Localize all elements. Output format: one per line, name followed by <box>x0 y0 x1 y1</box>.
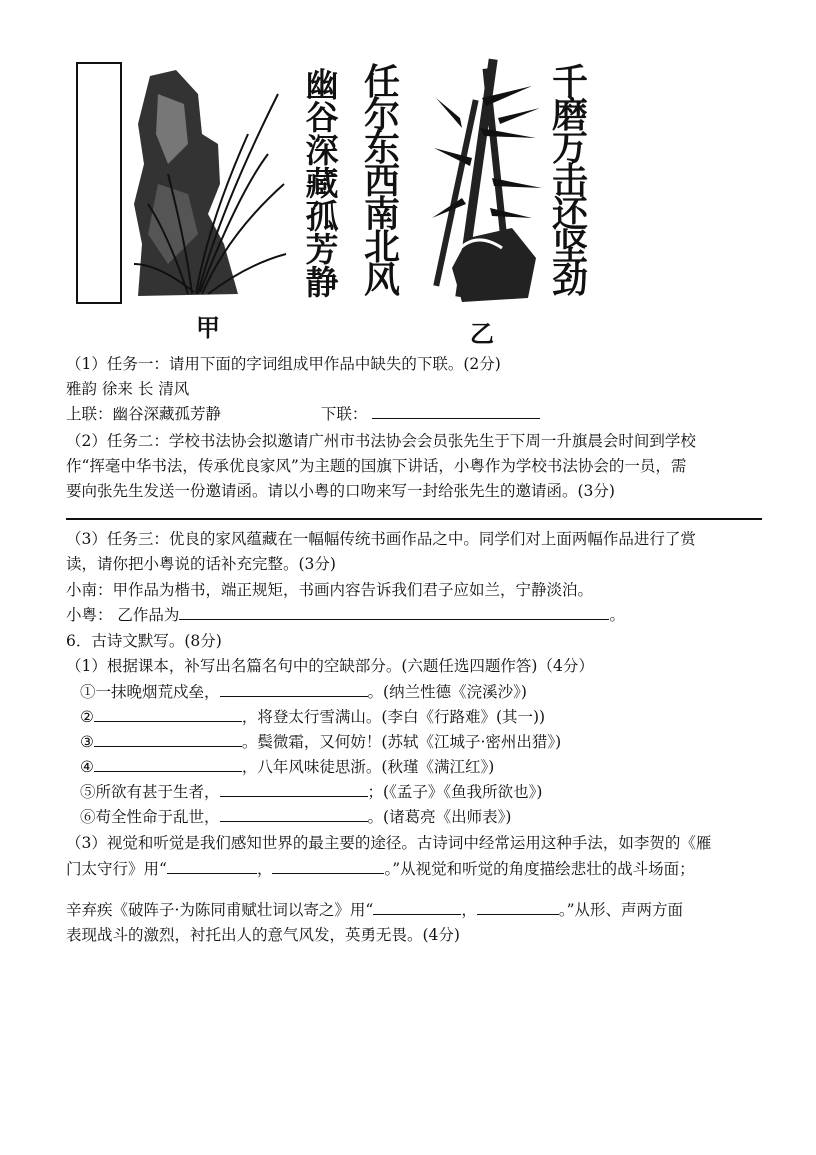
q6-item-2: ② ，将登太行雪满山。(李白《行路难》(其一)) <box>80 708 546 726</box>
bamboo-rock-painting <box>432 58 544 304</box>
q6-item-5-blank[interactable] <box>220 782 368 797</box>
yanmen-blank-2[interactable] <box>272 859 384 874</box>
q6-item-1-blank[interactable] <box>220 682 368 697</box>
q6-item-3: ③ 。鬓微霜，又何妨！(苏轼《江城子·密州出猎》) <box>80 733 562 751</box>
lower-couplet-label: 下联： <box>320 405 368 423</box>
upper-couplet-label: 上联：幽谷深藏孤芳静 <box>66 405 222 423</box>
pozhenzi-blank-2[interactable] <box>477 900 559 915</box>
q6-item-3-blank[interactable] <box>94 732 242 747</box>
q6-item-4: ④ ，八年风味徒思浙。(秋瑾《满江红》) <box>80 758 495 776</box>
task3-prompt-line1: （3）任务三：优良的家风蕴藏在一幅幅传统书画作品之中。同学们对上面两幅作品进行了赏 <box>66 530 696 548</box>
task3-prompt-line2: 读，请你把小粤说的话补充完整。(3分) <box>66 555 336 573</box>
orchid-rock-painting <box>128 64 288 300</box>
task2-prompt-line2: 作“挥毫中华书法，传承优良家风”为主题的国旗下讲话，小粤作为学校书法协会的一员，需 <box>66 457 687 475</box>
q6-item-4-blank[interactable] <box>94 757 242 772</box>
xiaoyue-answer-blank[interactable] <box>179 605 609 620</box>
q6-item-5: ⑤所欲有甚于生者， ；(《孟子》《鱼我所欲也》) <box>80 783 543 801</box>
pozhenzi-blank-1[interactable] <box>373 900 461 915</box>
task1-couplet-line <box>66 404 540 424</box>
task1-prompt: （1）任务一：请用下面的字词组成甲作品中缺失的下联。(2分) <box>66 355 501 373</box>
task2-prompt-line3: 要向张先生发送一份邀请函。请以小粤的口吻来写一封给张先生的邀请函。(3分) <box>66 482 615 500</box>
caption-jia: 甲 <box>196 314 220 342</box>
yanmen-blank-1[interactable] <box>167 859 257 874</box>
couplet-upper-column: 幽 谷 深 藏 孤 芳 静 <box>305 65 339 302</box>
q6-item-6: ⑥苟全性命于乱世， 。(诸葛亮《出师表》) <box>80 808 512 826</box>
q6-sub3-line1: （3）视觉和听觉是我们感知世界的最主要的途径。古诗词中经常运用这种手法，如李贺的《雁 <box>66 834 712 852</box>
xiaoyue-statement: 小粤： 乙作品为 。 <box>66 606 625 624</box>
caption-yi: 乙 <box>470 320 494 348</box>
q6-item-1: ①一抹晚烟荒戍垒， 。(纳兰性德《浣溪沙》) <box>80 683 527 701</box>
invitation-answer-line[interactable] <box>66 518 762 520</box>
lower-couplet-blank[interactable] <box>372 404 540 419</box>
q6-sub3-line3: 辛弃疾《破阵子·为陈同甫赋壮词以寄之》用“ ， 。”从形、声两方面 <box>66 901 684 919</box>
task1-word-bank: 雅韵 徐来 长 清风 <box>66 380 190 398</box>
q6-sub3-line4: 表现战斗的激烈，衬托出人的意气风发，英勇无畏。(4分) <box>66 926 460 944</box>
couplet-right-column: 千 磨 万 击 还 坚 劲 <box>551 62 588 301</box>
xiaonan-statement: 小南：甲作品为楷书，端正规矩，书画内容告诉我们君子应如兰，宁静淡泊。 <box>66 581 594 599</box>
q6-sub3-line2: 门太守行》用“ ， 。”从视觉和听觉的角度描绘悲壮的战斗场面； <box>66 860 695 878</box>
q6-item-6-blank[interactable] <box>220 807 368 822</box>
q6-item-2-blank[interactable] <box>94 707 242 722</box>
couplet-middle-column: 任 尔 东 西 南 北 风 <box>363 62 400 301</box>
q6-title: 6．古诗文默写。(8分) <box>66 632 222 650</box>
empty-couplet-box <box>76 62 122 304</box>
task2-prompt-line1: （2）任务二：学校书法协会拟邀请广州市书法协会会员张先生于下周一升旗晨会时间到学校 <box>66 432 696 450</box>
q6-sub1-prompt: （1）根据课本，补写出名篇名句中的空缺部分。(六题任选四题作答)（4分） <box>66 657 594 675</box>
